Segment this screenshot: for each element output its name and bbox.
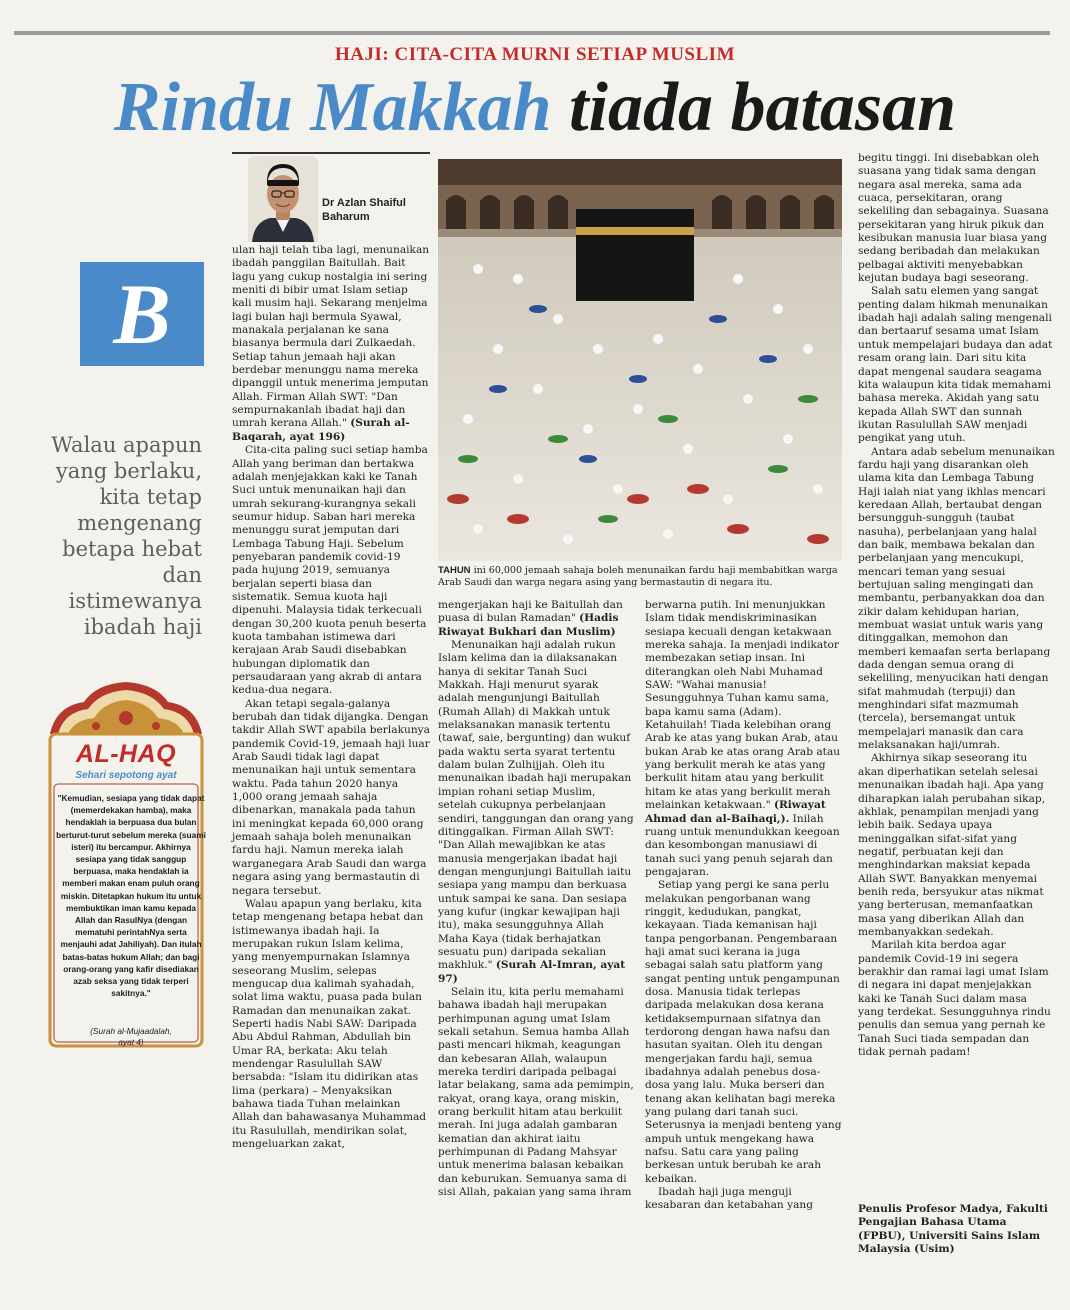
article-column-1 bbox=[232, 244, 430, 1151]
paragraph: Antara adab sebelum menunaikan fardu haji yang disarankan oleh ulama kita dan Lembaga Tabung Haji ialah niat yang ikhlas mencari keredaan Allah, bertaubat dengan bersungguh-sungguh (taubat nasuha), perbelanjaan yang halal dan baik, membawa bekalan dan perbelanjaan yang mencukupi, mencari teman yang sesuai bertujuan saling mengingati dan membantu, perbanyakkan doa dan zikir dalam kehidupan harian, membuat wasiat untuk waris yang ditinggalkan, memohon dan memberi kemaafan serta berlapang dada dengan semua orang di sekeliling, menyucikan hati dengan sifat mahmudah (terpuji) dan menghindari sifat mazmumah (tercela), bersemangat untuk mempelajari manasik dan cara melaksanakan haji/umrah. bbox=[858, 445, 1055, 752]
paragraph: Selain itu, kita perlu memahami bahawa ibadah haji merupakan perhimpunan agung umat Islam sekali setahun. Semua hamba Allah pasti mencari hikmah, keagungan dan kebesaran Allah, walaupun mereka terdiri daripada pelbagai latar belakang, sama ada pemimpin, rakyat, orang kaya, orang miskin, orang berkulit hitam atau berkulit merah. Ini juga adalah gambaran kematian dan akhirat iaitu perhimpunan di Padang Mahsyar untuk menerima balasan kebaikan dan keburukan. Semuanya sama di sisi Allah, pakaian yang sama ihram bbox=[438, 985, 634, 1199]
author-box bbox=[232, 152, 430, 240]
article-column-3 bbox=[645, 599, 843, 1213]
article-column-2 bbox=[438, 599, 636, 1199]
paragraph: Akan tetapi segala-galanya berubah dan tidak dijangka. Dengan takdir Allah SWT apabila berlakunya pandemik Covid-19, jemaah haji luar Arab Saudi tidak lagi dapat menunaikan haji untuk sementara waktu. Pada tahun 2020 hanya 1,000 orang jemaah sahaja dibenarkan, manakala pada tahun ini meningkat kepada 60,000 orang jemaah sahaja boleh menunaikan fardu haji. Namun mereka ialah warganegara Arab Saudi dan warga negara asing yang bermastautin di negara tersebut. bbox=[232, 697, 430, 897]
al-haq-quote: "Kemudian, sesiapa yang tidak dapat (memerdekakan hamba), maka hendaklah ia berpuasa dua bulan berturut-turut sebelum mereka (suami isteri) itu bercampur. Akhirnya sesiapa yang tidak sanggup berpuasa, maka hendaklah ia memberi makan enam puluh orang miskin. Ditetapkan hukum itu untuk membuktikan iman kamu kepada Allah dan RasulNya (dengan mematuhi perintahNya serta menjauhi adat Jahiliyah). Dan itulah batas-batas hukum Allah; dan bagi orang-orang yang kafir disediakan azab seksa yang tidak terperi sakitnya." bbox=[56, 793, 206, 999]
author-name: Dr Azlan Shaiful Baharum bbox=[322, 197, 406, 223]
paragraph: berwarna putih. Ini menunjukkan Islam tidak mendiskriminasikan sesiapa kecuali dengan ketakwaan mereka sahaja. Ia menjadi indikator membezakan setiap insan. Ini diterangkan oleh Nabi Muhamad SAW: "Wahai manusia! Sesungguhnya Tuhan kamu sama, bapa kamu sama (Adam). Ketahuilah! Tiada kelebihan orang Arab ke atas yang bukan Arab, atau bukan Arab ke atas orang Arab atau yang berkulit merah ke atas yang berkulit hitam atau yang berkulit hitam ke atas yang berkulit merah melainkan ketakwaan." (Riwayat Ahmad dan al-Baihaqi,). Inilah ruang untuk menundukkan keegoan dan kesombongan manusiawi di tanah suci yang penuh sejarah dan pengajaran. bbox=[645, 599, 841, 878]
paragraph: Cita-cita paling suci setiap hamba Allah yang beriman dan bertakwa adalah menjejakkan kaki ke Tanah Suci untuk menunaikan haji dan umrah sekurang-kurangnya sekali seumur hidup. Saban hari mereka menunggu surat jemputan dari Lembaga Tabung Haji. Sebelum penyebaran pandemik covid-19 pada hujung 2019, semuanya berjalan seperti biasa dan sistematik. Semua kuota haji dipenuhi. Malaysia tidak terkecuali dengan 30,200 kuota penuh beserta kuota tambahan istimewa dari kerajaan Arab Saudi disebabkan hubungan diplomatik dan persaudaraan yang akrab di antara kedua-dua negara. bbox=[232, 444, 428, 697]
photo-caption: TAHUN ini 60,000 jemaah sahaja boleh menunaikan fardu haji membabitkan warga Arab Saudi dan warga negara asing yang bermastautin di negara itu. bbox=[438, 565, 838, 588]
kaabah-photo bbox=[438, 159, 842, 561]
al-haq-subtitle: Sehari sepotong ayat bbox=[75, 770, 177, 781]
kicker: HAJI: CITA-CITA MURNI SETIAP MUSLIM bbox=[335, 44, 735, 65]
al-haq-source: (Surah al-Mujaadalah, ayat 4) bbox=[90, 1026, 172, 1047]
paragraph: ulan haji telah tiba lagi, menunaikan ibadah panggilan Baitullah. Bait lagu yang cukup nostalgia ini sering meniti di bibir umat Islam setiap kali musim haji. Sekarang menjelma lagi bulan haji bermula Syawal, manakala perjalanan ke sana biasanya bermula dari Zulkaedah. Setiap tahun jemaah haji akan berdebar menunggu nama mereka dipanggil untuk menerima jemputan Allah. Firman Allah SWT: "Dan sempurnakanlah ibadat haji dan umrah kerana Allah." (Surah al-Baqarah, ayat 196) bbox=[232, 244, 430, 443]
top-rule bbox=[14, 31, 1050, 35]
paragraph: Akhirnya sikap seseorang itu akan diperhatikan setelah selesai menunaikan ibadah haji. Apa yang diharapkan ialah perubahan sikap, akhlak, penampilan menjadi yang lebih baik. Sedaya upaya meninggalkan sifat-sifat yang negatif, perbuatan keji dan menghindarkan maksiat kepada Allah SWT. Banyakkan menyemai benih reda, bersyukur atas nikmat yang berterusan, memanfaatkan masa yang diberikan Allah dan membanyakkan sedekah. bbox=[858, 752, 1046, 938]
author-credit: Penulis Profesor Madya, Fakulti Pengajian Bahasa Utama (FPBU), Universiti Sains Islam Malaysia (Usim) bbox=[858, 1203, 1048, 1256]
headline bbox=[0, 66, 1070, 150]
drop-cap: B bbox=[80, 262, 204, 366]
headline-part-black: tiada batasan bbox=[569, 69, 957, 146]
paragraph: Ibadah haji juga menguji kesabaran dan ketabahan yang bbox=[645, 1186, 813, 1212]
paragraph: Setiap yang pergi ke sana perlu melakukan pengorbanan wang ringgit, kedudukan, pangkat, kekayaan. Tiada kemanisan haji tanpa pengorbanan. Pengembaraan haji amat suci kerana ia juga sebagai salah satu platform yang sangat penting untuk pengampunan dosa. Manusia tidak terlepas daripada melakukan dosa kerana ketidaksempurnaan sifatnya dan terdorong dengan hawa nafsu dan hasutan syaitan. Oleh itu dengan mengerjakan fardu haji, semua ibadahnya adalah penebus dosa-dosa yang lalu. Muka berseri dan tenang akan kelihatan bagi mereka yang pulang dari tanah suci. Seterusnya ia menjadi benteng yang ampuh untuk mengekang hawa nafsu. Satu cara yang paling berkesan untuk berubah ke arah kebaikan. bbox=[645, 879, 842, 1185]
paragraph: Marilah kita berdoa agar pandemik Covid-19 ini segera berakhir dan ramai lagi umat Islam di negara ini dapat menjejakkan kaki ke Tanah Suci dalam masa yang terdekat. Sesungguhnya rindu penulis dan semua yang pernah ke Tanah Suci tiada sempadan dan tidak pernah padam! bbox=[858, 939, 1051, 1059]
paragraph: begitu tinggi. Ini disebabkan oleh suasana yang tidak sama dengan negara asal mereka, sama ada cuaca, persekitaran, orang sekeliling dan sebagainya. Suasana persekitaran yang hiruk pikuk dan kesibukan manusia luar biasa yang sedang beribadah dan melakukan pelbagai aktiviti menyebabkan kejutan budaya bagi seseorang. bbox=[858, 152, 1049, 285]
pull-quote: Walau apapun yang berlaku, kita tetap mengenang betapa hebat dan istimewanya ibadah haji bbox=[51, 433, 202, 639]
paragraph: Salah satu elemen yang sangat penting dalam hikmah menunaikan ibadah haji adalah saling mengenali dan bertaaruf sesama umat Islam untuk mempelajari budaya dan adat resam orang lain. Dari situ kita dapat mengenal saudara seagama kita walaupun kita tidak memahami bahasa mereka. Akidah yang satu kepada Allah SWT dan sunnah ikutan Rasulullah SAW menjadi pengikat yang utuh. bbox=[858, 285, 1053, 445]
paragraph: Walau apapun yang berlaku, kita tetap mengenang betapa hebat dan istimewanya ibadah haji. Ia merupakan rukun Islam kelima, yang menyempurnakan Islamnya seseorang Muslim, selepas mengucap dua kalimah syahadah, solat lima waktu, puasa pada bulan Ramadan dan menunaikan zakat. Seperti hadis Nabi SAW: Daripada Abu Abdul Rahman, Abdullah bin Umar RA, berkata: Aku telah mendengar Rasulullah SAW bersabda: "Islam itu didirikan atas lima (perkara) – Menyaksikan bahawa tiada Tuhan melainkan Allah dan bahawasanya Muhammad itu Rasulullah, mendirikan solat, mengeluarkan zakat, bbox=[232, 897, 427, 1151]
al-haq-title: AL-HAQ bbox=[75, 740, 177, 768]
article-column-4 bbox=[858, 152, 1056, 1059]
headline-part-blue: Rindu Makkah bbox=[113, 69, 552, 146]
kaabah-photo-image bbox=[438, 159, 842, 561]
al-haq-box bbox=[40, 678, 212, 1050]
paragraph: Menunaikan haji adalah rukun Islam kelima dan ia dilaksanakan hanya di sekitar Tanah Suci Makkah. Haji menurut syarak adalah mengunjungi Baitullah (Rumah Allah) di Makkah untuk melaksanakan manasik tertentu (tawaf, saie, bergunting) dan wukuf pada waktu serta syarat tertentu dalam bulan Zulhijjah. Oleh itu menunaikan ibadah haji merupakan impian rohani setiap Muslim, setelah cukupnya perbelanjaan sendiri, tanggungan dan orang yang ditinggalkan. Firman Allah SWT: "Dan Allah mewajibkan ke atas manusia mengerjakan ibadat haji dengan mengunjungi Baitullah iaitu sesiapa yang mampu dan berkuasa untuk sampai ke sana. Dan sesiapa yang kufur (ingkar kewajipan haji itu), maka sesungguhnya Allah Maha Kaya (tidak berhajatkan sesuatu pun) daripada sekalian makhluk." (Surah Al-Imran, ayat 97) bbox=[438, 639, 634, 985]
author-photo bbox=[248, 156, 318, 242]
paragraph: mengerjakan haji ke Baitullah dan puasa di bulan Ramadan" (Hadis Riwayat Bukhari dan Muslim) bbox=[438, 599, 623, 638]
